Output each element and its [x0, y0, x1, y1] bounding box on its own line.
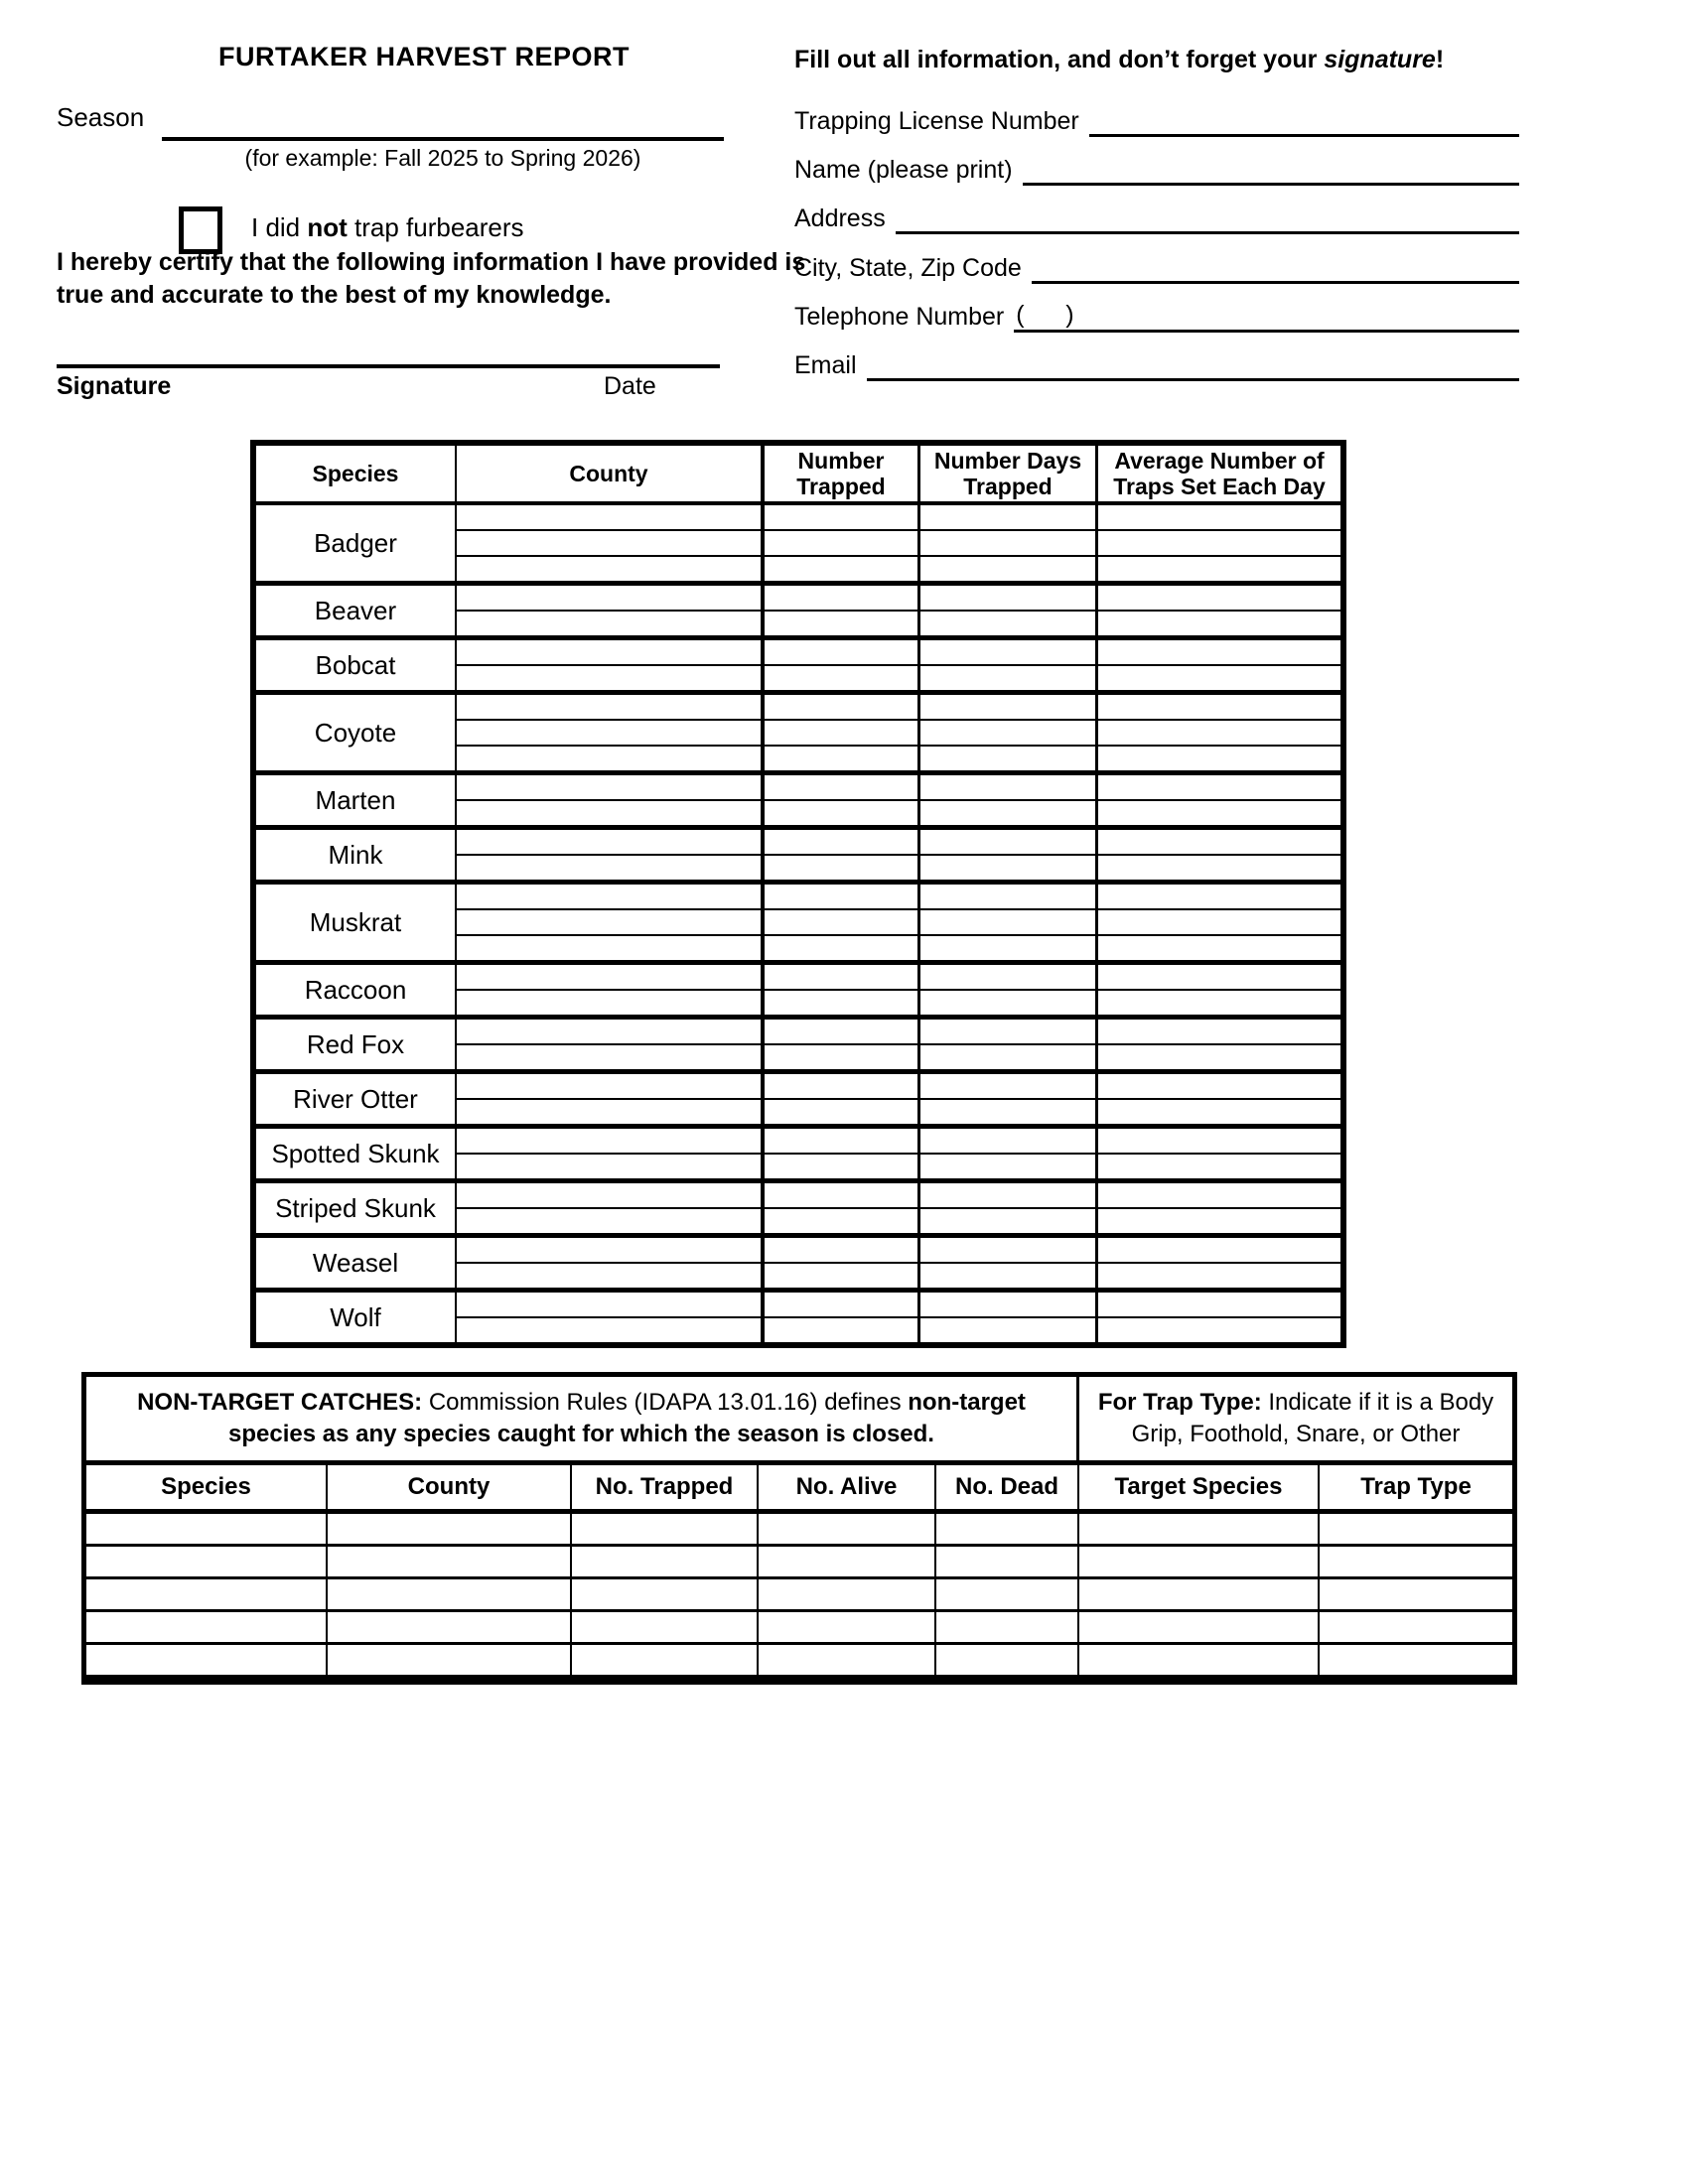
harvest-cell-avg-traps-set[interactable] — [1098, 856, 1340, 880]
harvest-entry-line — [457, 965, 1340, 991]
harvest-cell-number-trapped[interactable] — [765, 936, 920, 960]
email-field-line[interactable] — [867, 346, 1519, 381]
harvest-cell-number-days-trapped[interactable] — [920, 936, 1098, 960]
non-target-cell-trap-type[interactable] — [1320, 1579, 1512, 1609]
harvest-cell-number-days-trapped[interactable] — [920, 1264, 1098, 1288]
species-label: Mink — [256, 830, 457, 880]
non-target-cell-trap-type[interactable] — [1320, 1514, 1512, 1544]
harvest-cell-number-trapped[interactable] — [765, 557, 920, 581]
non-target-cell-no-trapped[interactable] — [572, 1547, 759, 1576]
non-target-cell-trap-type[interactable] — [1320, 1612, 1512, 1642]
harvest-entry-line — [457, 586, 1340, 612]
harvest-cell-avg-traps-set[interactable] — [1098, 936, 1340, 960]
harvest-cell-number-days-trapped[interactable] — [920, 1100, 1098, 1124]
species-label: Badger — [256, 505, 457, 581]
non-target-cell-no-trapped[interactable] — [572, 1514, 759, 1544]
harvest-entry-line — [457, 856, 1340, 880]
species-block-bobcat — [256, 640, 1340, 695]
species-block-spotted-skunk — [256, 1129, 1340, 1183]
harvest-cell-number-trapped[interactable] — [765, 1045, 920, 1069]
non-target-cell-no-trapped[interactable] — [572, 1645, 759, 1675]
harvest-cell-county[interactable] — [457, 612, 765, 635]
non-target-col-header-no-alive: No. Alive — [759, 1465, 936, 1509]
harvest-cell-number-days-trapped[interactable] — [920, 775, 1098, 799]
species-label: Marten — [256, 775, 457, 825]
non-target-row — [86, 1514, 1512, 1547]
harvest-cell-county[interactable] — [457, 830, 765, 854]
contact-label-address: Address — [794, 205, 886, 233]
non-target-cell-county[interactable] — [328, 1514, 572, 1544]
harvest-cell-number-days-trapped[interactable] — [920, 1074, 1098, 1098]
harvest-cell-county[interactable] — [457, 936, 765, 960]
certification-statement: I hereby certify that the following information I have provided is true and accurate to the best of my knowledge. — [57, 248, 806, 309]
harvest-cell-number-days-trapped[interactable] — [920, 721, 1098, 745]
harvest-cell-county[interactable] — [457, 910, 765, 934]
species-block-raccoon — [256, 965, 1340, 1020]
harvest-cell-avg-traps-set[interactable] — [1098, 1264, 1340, 1288]
harvest-cell-avg-traps-set[interactable] — [1098, 1155, 1340, 1178]
non-target-cell-target-species[interactable] — [1079, 1547, 1320, 1576]
harvest-cell-number-trapped[interactable] — [765, 505, 920, 529]
harvest-cell-county[interactable] — [457, 1155, 765, 1178]
harvest-entry-line — [457, 885, 1340, 910]
non-target-cell-county[interactable] — [328, 1579, 572, 1609]
contact-row-city-state-zip-code — [794, 246, 1519, 284]
non-target-cell-target-species[interactable] — [1079, 1612, 1320, 1642]
species-label: Beaver — [256, 586, 457, 635]
species-block-wolf — [256, 1293, 1340, 1342]
harvest-cell-avg-traps-set[interactable] — [1098, 801, 1340, 825]
non-target-col-header-target-species: Target Species — [1079, 1465, 1320, 1509]
telephone-number-field-line[interactable] — [1014, 298, 1519, 333]
species-label: Raccoon — [256, 965, 457, 1015]
non-target-table-body — [86, 1514, 1512, 1675]
harvest-cell-number-trapped[interactable] — [765, 910, 920, 934]
harvest-cell-number-trapped[interactable] — [765, 695, 920, 719]
season-label: Season — [57, 102, 145, 132]
harvest-cell-avg-traps-set[interactable] — [1098, 1129, 1340, 1153]
harvest-cell-county[interactable] — [457, 801, 765, 825]
harvest-cell-county[interactable] — [457, 1020, 765, 1043]
non-target-row — [86, 1579, 1512, 1612]
harvest-entry-line — [457, 557, 1340, 581]
species-block-marten — [256, 775, 1340, 830]
non-target-note-band — [86, 1377, 1512, 1465]
non-target-cell-no-alive[interactable] — [759, 1579, 936, 1609]
species-label: Muskrat — [256, 885, 457, 960]
harvest-cell-avg-traps-set[interactable] — [1098, 965, 1340, 989]
contact-label-email: Email — [794, 351, 857, 379]
harvest-cell-number-trapped[interactable] — [765, 801, 920, 825]
harvest-cell-county[interactable] — [457, 1183, 765, 1207]
harvest-col-header-number-trapped: Number Trapped — [765, 446, 920, 501]
trapping-license-number-field-line[interactable] — [1089, 102, 1519, 137]
harvest-cell-number-days-trapped[interactable] — [920, 666, 1098, 690]
harvest-cell-county[interactable] — [457, 1045, 765, 1069]
harvest-cell-county[interactable] — [457, 1264, 765, 1288]
harvest-cell-avg-traps-set[interactable] — [1098, 1238, 1340, 1262]
harvest-cell-county[interactable] — [457, 856, 765, 880]
harvest-cell-number-trapped[interactable] — [765, 885, 920, 908]
non-target-cell-no-alive[interactable] — [759, 1645, 936, 1675]
harvest-cell-avg-traps-set[interactable] — [1098, 695, 1340, 719]
harvest-cell-county[interactable] — [457, 991, 765, 1015]
non-target-cell-no-dead[interactable] — [936, 1547, 1079, 1576]
species-label: Bobcat — [256, 640, 457, 690]
non-target-cell-no-trapped[interactable] — [572, 1579, 759, 1609]
non-target-cell-target-species[interactable] — [1079, 1645, 1320, 1675]
contact-row-address — [794, 197, 1519, 234]
harvest-cell-number-trapped[interactable] — [765, 1020, 920, 1043]
non-target-table-header — [86, 1465, 1512, 1514]
harvest-cell-avg-traps-set[interactable] — [1098, 531, 1340, 555]
non-target-cell-no-alive[interactable] — [759, 1547, 936, 1576]
harvest-cell-number-days-trapped[interactable] — [920, 910, 1098, 934]
harvest-cell-avg-traps-set[interactable] — [1098, 885, 1340, 908]
non-target-cell-county[interactable] — [328, 1612, 572, 1642]
harvest-entry-line — [457, 612, 1340, 635]
species-label: Weasel — [256, 1238, 457, 1288]
species-block-weasel — [256, 1238, 1340, 1293]
non-target-definition: NON-TARGET CATCHES: Commission Rules (IDAPA 13.01.16) defines non-target species as any species caught for which the season is closed. — [86, 1377, 1079, 1460]
harvest-cell-county[interactable] — [457, 505, 765, 529]
city-state-zip-code-field-line[interactable] — [1032, 249, 1519, 284]
non-target-cell-no-dead[interactable] — [936, 1645, 1079, 1675]
non-target-col-header-no-trapped: No. Trapped — [572, 1465, 759, 1509]
species-label: Striped Skunk — [256, 1183, 457, 1233]
harvest-col-header-number-days-trapped: Number Days Trapped — [920, 446, 1098, 501]
harvest-cell-number-days-trapped[interactable] — [920, 557, 1098, 581]
non-target-cell-species[interactable] — [86, 1612, 328, 1642]
species-label: Red Fox — [256, 1020, 457, 1069]
harvest-cell-county[interactable] — [457, 531, 765, 555]
harvest-cell-number-trapped[interactable] — [765, 721, 920, 745]
harvest-cell-number-trapped[interactable] — [765, 1264, 920, 1288]
address-field-line[interactable] — [896, 200, 1519, 234]
harvest-entry-line — [457, 1293, 1340, 1318]
contact-label-trapping-license-number: Trapping License Number — [794, 107, 1079, 135]
harvest-cell-avg-traps-set[interactable] — [1098, 1318, 1340, 1342]
harvest-cell-avg-traps-set[interactable] — [1098, 775, 1340, 799]
harvest-entry-line — [457, 1045, 1340, 1069]
harvest-cell-number-days-trapped[interactable] — [920, 1318, 1098, 1342]
non-target-cell-trap-type[interactable] — [1320, 1645, 1512, 1675]
species-block-badger — [256, 505, 1340, 586]
harvest-col-header-average-number-of-traps-set-each-day: Average Number of Traps Set Each Day — [1113, 447, 1326, 499]
harvest-entry-line — [457, 1183, 1340, 1209]
harvest-col-header-species: Species — [256, 446, 457, 501]
signature-field-line[interactable] — [57, 328, 720, 368]
harvest-cell-number-days-trapped[interactable] — [920, 612, 1098, 635]
species-label: Wolf — [256, 1293, 457, 1342]
contact-label-name-please-print: Name (please print) — [794, 156, 1013, 185]
harvest-entry-line — [457, 1100, 1340, 1124]
harvest-cell-avg-traps-set[interactable] — [1098, 1183, 1340, 1207]
non-target-col-header-no-dead: No. Dead — [936, 1465, 1079, 1509]
non-target-row — [86, 1612, 1512, 1645]
harvest-cell-number-days-trapped[interactable] — [920, 830, 1098, 854]
species-label: Spotted Skunk — [256, 1129, 457, 1178]
harvest-cell-number-trapped[interactable] — [765, 640, 920, 664]
harvest-cell-number-days-trapped[interactable] — [920, 531, 1098, 555]
non-target-cell-no-alive[interactable] — [759, 1514, 936, 1544]
harvest-cell-number-days-trapped[interactable] — [920, 801, 1098, 825]
harvest-cell-county[interactable] — [457, 721, 765, 745]
name-please-print-field-line[interactable] — [1023, 151, 1519, 186]
non-target-col-header-trap-type: Trap Type — [1360, 1473, 1472, 1500]
harvest-cell-county[interactable] — [457, 586, 765, 610]
species-block-beaver — [256, 586, 1340, 640]
harvest-cell-county[interactable] — [457, 1238, 765, 1262]
harvest-entry-line — [457, 775, 1340, 801]
non-target-row — [86, 1645, 1512, 1675]
species-block-coyote — [256, 695, 1340, 775]
species-block-muskrat — [256, 885, 1340, 965]
harvest-entry-line — [457, 1020, 1340, 1045]
harvest-cell-number-trapped[interactable] — [765, 856, 920, 880]
non-target-col-header-county: County — [328, 1465, 572, 1509]
harvest-cell-number-trapped[interactable] — [765, 612, 920, 635]
harvest-col-header-county: County — [457, 446, 765, 501]
non-target-cell-no-dead[interactable] — [936, 1514, 1079, 1544]
harvest-cell-number-trapped[interactable] — [765, 1129, 920, 1153]
harvest-entry-line — [457, 747, 1340, 770]
harvest-cell-avg-traps-set[interactable] — [1098, 991, 1340, 1015]
harvest-entry-line — [457, 801, 1340, 825]
season-example-hint: (for example: Fall 2025 to Spring 2026) — [244, 145, 641, 171]
harvest-cell-number-trapped[interactable] — [765, 747, 920, 770]
contact-row-email — [794, 343, 1519, 381]
harvest-cell-number-days-trapped[interactable] — [920, 586, 1098, 610]
species-label: Coyote — [256, 695, 457, 770]
harvest-cell-number-days-trapped[interactable] — [920, 1209, 1098, 1233]
harvest-entry-line — [457, 991, 1340, 1015]
harvest-cell-number-days-trapped[interactable] — [920, 505, 1098, 529]
harvest-entry-line — [457, 1238, 1340, 1264]
harvest-cell-avg-traps-set[interactable] — [1098, 1020, 1340, 1043]
harvest-cell-number-trapped[interactable] — [765, 1100, 920, 1124]
harvest-cell-number-trapped[interactable] — [765, 1155, 920, 1178]
harvest-table-body — [256, 505, 1340, 1342]
harvest-cell-number-trapped[interactable] — [765, 965, 920, 989]
harvest-entry-line — [457, 695, 1340, 721]
harvest-entry-line — [457, 1318, 1340, 1342]
harvest-cell-avg-traps-set[interactable] — [1098, 557, 1340, 581]
harvest-cell-number-days-trapped[interactable] — [920, 1129, 1098, 1153]
harvest-cell-avg-traps-set[interactable] — [1098, 1074, 1340, 1098]
harvest-table — [250, 440, 1346, 1348]
harvest-cell-avg-traps-set[interactable] — [1098, 640, 1340, 664]
harvest-cell-number-trapped[interactable] — [765, 991, 920, 1015]
harvest-cell-number-days-trapped[interactable] — [920, 991, 1098, 1015]
harvest-cell-county[interactable] — [457, 640, 765, 664]
harvest-cell-avg-traps-set[interactable] — [1098, 830, 1340, 854]
harvest-cell-number-days-trapped[interactable] — [920, 1293, 1098, 1316]
contact-label-city-state-zip-code: City, State, Zip Code — [794, 253, 1022, 282]
contact-label-telephone-number: Telephone Number — [794, 302, 1005, 331]
non-target-cell-target-species[interactable] — [1079, 1514, 1320, 1544]
harvest-cell-number-days-trapped[interactable] — [920, 1183, 1098, 1207]
harvest-cell-number-days-trapped[interactable] — [920, 695, 1098, 719]
phone-area-code-parens: ( ) — [1016, 300, 1074, 329]
harvest-cell-avg-traps-set[interactable] — [1098, 910, 1340, 934]
non-target-cell-species[interactable] — [86, 1579, 328, 1609]
harvest-cell-number-days-trapped[interactable] — [920, 1238, 1098, 1262]
harvest-cell-number-trapped[interactable] — [765, 586, 920, 610]
harvest-cell-number-days-trapped[interactable] — [920, 1045, 1098, 1069]
season-field-line[interactable] — [162, 103, 724, 141]
harvest-cell-number-trapped[interactable] — [765, 775, 920, 799]
harvest-cell-county[interactable] — [457, 1293, 765, 1316]
non-target-cell-species[interactable] — [86, 1514, 328, 1544]
harvest-cell-county[interactable] — [457, 747, 765, 770]
harvest-cell-number-days-trapped[interactable] — [920, 965, 1098, 989]
harvest-cell-number-trapped[interactable] — [765, 830, 920, 854]
harvest-cell-avg-traps-set[interactable] — [1098, 1293, 1340, 1316]
trap-type-instructions: For Trap Type: Indicate if it is a Body Grip, Foothold, Snare, or Other — [1097, 1388, 1494, 1447]
harvest-cell-avg-traps-set[interactable] — [1098, 1045, 1340, 1069]
harvest-entry-line — [457, 936, 1340, 960]
harvest-cell-avg-traps-set[interactable] — [1098, 747, 1340, 770]
harvest-cell-number-days-trapped[interactable] — [920, 885, 1098, 908]
harvest-cell-number-trapped[interactable] — [765, 1183, 920, 1207]
harvest-cell-county[interactable] — [457, 695, 765, 719]
harvest-entry-line — [457, 1264, 1340, 1288]
non-target-cell-target-species[interactable] — [1079, 1579, 1320, 1609]
form-title: FURTAKER HARVEST REPORT — [217, 42, 631, 71]
non-target-table — [81, 1372, 1517, 1685]
species-block-river-otter — [256, 1074, 1340, 1129]
harvest-cell-number-trapped[interactable] — [765, 1293, 920, 1316]
non-target-cell-no-alive[interactable] — [759, 1612, 936, 1642]
fill-out-instructions: Fill out all information, and don’t forget your signature! — [794, 46, 1445, 73]
harvest-cell-county[interactable] — [457, 666, 765, 690]
harvest-entry-line — [457, 505, 1340, 531]
signature-label: Signature — [57, 372, 172, 400]
harvest-cell-avg-traps-set[interactable] — [1098, 505, 1340, 529]
harvest-entry-line — [457, 1209, 1340, 1233]
did-not-trap-label: I did not trap furbearers — [251, 212, 524, 242]
harvest-cell-number-days-trapped[interactable] — [920, 1155, 1098, 1178]
harvest-cell-number-trapped[interactable] — [765, 531, 920, 555]
contact-row-name-please-print — [794, 148, 1519, 186]
harvest-cell-avg-traps-set[interactable] — [1098, 612, 1340, 635]
harvest-table-header — [256, 446, 1340, 505]
non-target-cell-trap-type[interactable] — [1320, 1547, 1512, 1576]
harvest-cell-number-days-trapped[interactable] — [920, 640, 1098, 664]
non-target-cell-species[interactable] — [86, 1645, 328, 1675]
harvest-cell-number-trapped[interactable] — [765, 1209, 920, 1233]
harvest-cell-county[interactable] — [457, 1100, 765, 1124]
contact-row-trapping-license-number — [794, 99, 1519, 137]
non-target-cell-county[interactable] — [328, 1547, 572, 1576]
harvest-cell-avg-traps-set[interactable] — [1098, 666, 1340, 690]
non-target-cell-species[interactable] — [86, 1547, 328, 1576]
harvest-cell-avg-traps-set[interactable] — [1098, 1100, 1340, 1124]
harvest-entry-line — [457, 830, 1340, 856]
harvest-cell-county[interactable] — [457, 965, 765, 989]
harvest-cell-avg-traps-set[interactable] — [1098, 1209, 1340, 1233]
harvest-cell-county[interactable] — [457, 557, 765, 581]
non-target-cell-no-dead[interactable] — [936, 1579, 1079, 1609]
harvest-cell-number-trapped[interactable] — [765, 666, 920, 690]
species-block-mink — [256, 830, 1340, 885]
harvest-entry-line — [457, 640, 1340, 666]
species-block-striped-skunk — [256, 1183, 1340, 1238]
harvest-cell-county[interactable] — [457, 775, 765, 799]
harvest-entry-line — [457, 910, 1340, 936]
non-target-row — [86, 1547, 1512, 1579]
harvest-entry-line — [457, 1155, 1340, 1178]
non-target-col-header-species: Species — [86, 1465, 328, 1509]
species-block-red-fox — [256, 1020, 1340, 1074]
harvest-cell-county[interactable] — [457, 1129, 765, 1153]
harvest-cell-county[interactable] — [457, 1209, 765, 1233]
harvest-entry-line — [457, 1129, 1340, 1155]
harvest-cell-number-days-trapped[interactable] — [920, 1020, 1098, 1043]
harvest-entry-line — [457, 721, 1340, 747]
harvest-entry-line — [457, 666, 1340, 690]
harvest-cell-county[interactable] — [457, 1074, 765, 1098]
harvest-cell-county[interactable] — [457, 1318, 765, 1342]
harvest-cell-number-trapped[interactable] — [765, 1318, 920, 1342]
harvest-cell-avg-traps-set[interactable] — [1098, 586, 1340, 610]
harvest-cell-number-days-trapped[interactable] — [920, 747, 1098, 770]
harvest-entry-line — [457, 531, 1340, 557]
non-target-cell-county[interactable] — [328, 1645, 572, 1675]
non-target-cell-no-dead[interactable] — [936, 1612, 1079, 1642]
date-label: Date — [604, 372, 656, 400]
harvest-cell-number-days-trapped[interactable] — [920, 856, 1098, 880]
harvest-entry-line — [457, 1074, 1340, 1100]
harvest-cell-county[interactable] — [457, 885, 765, 908]
non-target-cell-no-trapped[interactable] — [572, 1612, 759, 1642]
species-label: River Otter — [256, 1074, 457, 1124]
harvest-cell-avg-traps-set[interactable] — [1098, 721, 1340, 745]
harvest-cell-number-trapped[interactable] — [765, 1074, 920, 1098]
harvest-cell-number-trapped[interactable] — [765, 1238, 920, 1262]
contact-row-telephone-number — [794, 295, 1519, 333]
